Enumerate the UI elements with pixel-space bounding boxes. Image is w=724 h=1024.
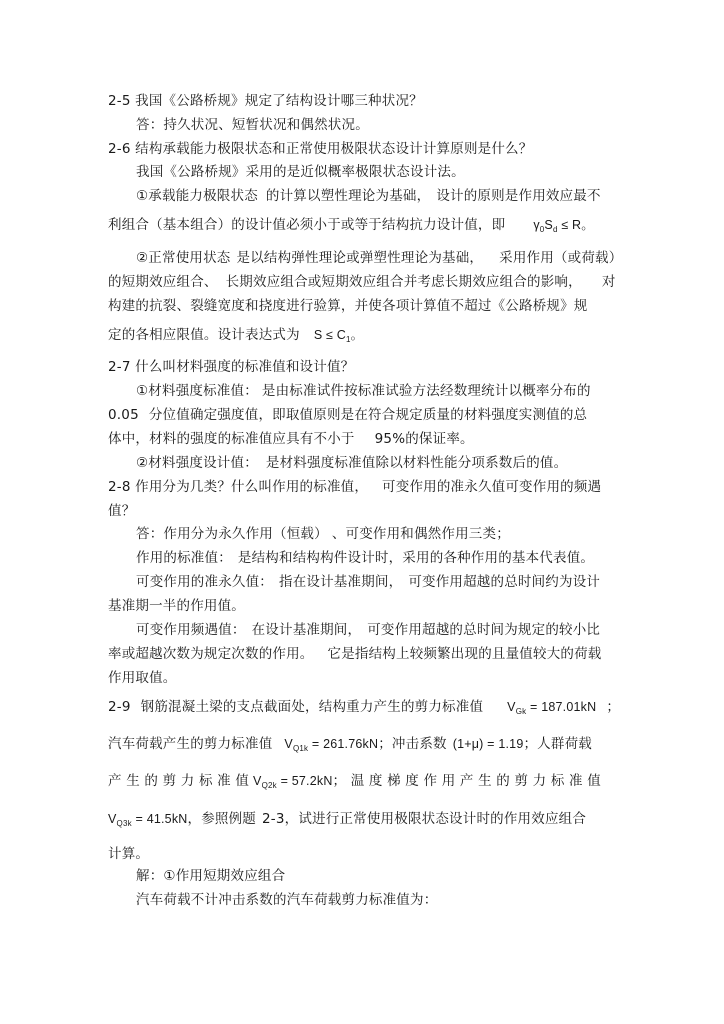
text-line: 作用取值。: [108, 670, 177, 686]
text-span: 在设计基准期间，: [251, 622, 362, 638]
text-line: [108, 810, 586, 833]
term-label: 可变作用频遇值：: [136, 622, 246, 638]
formula-part: = 261.76kN: [311, 737, 379, 751]
text-span: ；人群荷载: [523, 736, 592, 752]
term-label: 作用的标准值：: [136, 550, 232, 566]
question-2-9: [108, 698, 620, 721]
term-label: ②正常使用状态: [136, 250, 231, 266]
text-span: 设计的原则是作用效应最不: [436, 188, 601, 204]
formula-impact: [453, 737, 524, 751]
term-label: 可变作用的准永久值：: [136, 574, 273, 590]
text-line: [108, 430, 474, 448]
text-span: 的保证率。: [405, 431, 474, 447]
question-2-7: 2-7 什么叫材料强度的标准值和设计值？: [108, 359, 355, 375]
formula-part: 。: [350, 328, 364, 342]
text-line: [108, 645, 602, 663]
text-line: 计算。: [108, 846, 150, 862]
text-span: 可变作用的准永久值可变作用的频遇: [382, 479, 602, 495]
text-span: 是材料强度标准值除以材料性能分项系数后的值。: [265, 455, 568, 471]
formula-part: S ≤ C: [313, 328, 346, 342]
formula-part: γ: [533, 218, 540, 232]
formula-part: V: [284, 737, 293, 751]
text-span: 汽车荷载产生的剪力标准值: [108, 736, 273, 752]
formula-sub: 1: [345, 335, 351, 344]
formula-part: (1+: [452, 737, 472, 751]
question-2-5: 2-5 我国《公路桥规》规定了结构设计哪三种状况？: [108, 93, 423, 109]
text-line: [108, 326, 363, 349]
text-span: ；冲击系数: [378, 736, 447, 752]
formula-vgk: [507, 700, 596, 714]
term-label: ①承载能力极限状态: [136, 188, 258, 204]
text-span: 产 生 的 剪 力 标 准 值: [108, 773, 250, 789]
formula-vq2k: [253, 774, 333, 788]
text-span: 2-9: [108, 699, 131, 715]
text-line: [108, 406, 587, 424]
text-line: 构建的抗裂、裂缝宽度和挠度进行验算，并使各项计算值不超过《公路桥规》规: [108, 298, 588, 314]
text-span: 体中，材料的强度的标准值应具有不小于: [108, 431, 355, 447]
text-span: 定的各相应限值。设计表达式为: [108, 327, 300, 343]
text-span: 可变作用超越的总时间为规定的较小比: [367, 622, 601, 638]
formula-part: V: [507, 700, 516, 714]
text-line: [136, 249, 622, 267]
text-line: [136, 525, 510, 543]
formula-part: μ: [471, 737, 480, 751]
answer-2-5: 答：持久状况、短暂状况和偶然状况。: [136, 117, 369, 133]
text-line: [136, 454, 567, 472]
formula-part: ≤ R。: [561, 218, 594, 232]
text-line: 值？: [108, 503, 136, 519]
text-span: ，参照例题: [187, 811, 256, 827]
text-span: 对: [601, 274, 616, 290]
text-span: 钢筋混凝土梁的支点截面处，结构重力产生的剪力标准值: [140, 699, 484, 715]
formula-serviceability: [314, 328, 364, 342]
text-span: ； 温 度 梯 度 作 用 产 生 的 剪 力 标 准 值: [332, 773, 601, 789]
text-line: [136, 573, 600, 591]
text-span: 的短期效应组合、: [108, 274, 218, 290]
text-line: 我国《公路桥规》采用的是近似概率极限状态设计法。: [136, 164, 465, 180]
text-span: 采用作用（或荷载）: [499, 250, 623, 266]
text-line: 基准期一半的作用值。: [108, 598, 245, 614]
text-line: [108, 216, 594, 239]
formula-vq3k: [108, 812, 188, 826]
text-span: 它是指结构上较频繁出现的且量值较大的荷载: [327, 646, 602, 662]
text-span: 2-8 作用分为几类？什么叫作用的标准值，: [108, 479, 369, 495]
formula-sub: 0: [539, 225, 545, 234]
text-span: 是由标准试件按标准试验方法经数理统计以概率分布的: [261, 383, 591, 399]
formula-vq1k: [284, 737, 378, 751]
text-line: [136, 621, 600, 639]
term-label: ②材料强度设计值：: [136, 455, 258, 471]
number-span: 0.05: [108, 407, 139, 423]
formula-sub: Q1k: [292, 744, 309, 753]
text-span: 、可变作用和偶然作用三类；: [331, 526, 510, 542]
formula-part: = 187.01kN: [530, 700, 597, 714]
text-line: [136, 549, 594, 567]
text-line: [108, 273, 616, 291]
formula-part: = 41.5kN: [135, 812, 188, 826]
text-line: [136, 187, 601, 205]
term-label: ①材料强度标准值：: [136, 383, 258, 399]
formula-sub: Gk: [515, 707, 527, 716]
text-span: 2-3: [262, 811, 285, 827]
text-span: 答：作用分为永久作用（恒载）: [136, 526, 328, 542]
text-span: 可变作用超越的总时间约为设计: [408, 574, 601, 590]
text-span: 利组合（基本组合）的设计值必须小于或等于结构抗力设计值，即: [108, 217, 506, 233]
formula-part: V: [253, 774, 262, 788]
formula-ultimate: [533, 218, 594, 232]
text-line: [136, 382, 591, 400]
text-span: 率或超越次数为规定次数的作用。: [108, 646, 314, 662]
question-2-8: [108, 478, 601, 496]
formula-sub: d: [552, 225, 558, 234]
formula-sub: Q2k: [261, 781, 277, 790]
formula-sub: Q3k: [116, 819, 132, 828]
question-2-6: 2-6 结构承载能力极限状态和正常使用极限状态设计计算原则是什么？: [108, 141, 533, 157]
text-span: ；: [606, 699, 621, 715]
formula-part: = 57.2kN: [280, 774, 333, 788]
text-span: 分位值确定强度值，即取值原则是在符合规定质量的材料强度实测值的总: [148, 407, 588, 423]
text-span: 是结构和结构构件设计时，采用的各种作用的基本代表值。: [237, 550, 595, 566]
text-line: 汽车荷载不计冲击系数的汽车荷载剪力标准值为：: [136, 892, 438, 908]
text-span: 指在设计基准期间，: [279, 574, 403, 590]
text-span: 长期效应组合或短期效应组合并考虑长期效应组合的影响，: [225, 274, 582, 290]
text-line: [108, 772, 601, 795]
number-span: 95%: [374, 431, 406, 447]
formula-part: ) = 1.19: [479, 737, 524, 751]
text-line: 解：①作用短期效应组合: [136, 868, 286, 884]
formula-part: S: [544, 218, 553, 232]
text-span: 是以结构弹性理论或弹塑性理论为基础，: [236, 250, 484, 266]
text-span: ，试进行正常使用极限状态设计时的作用效应组合: [284, 811, 587, 827]
text-span: 的计算以塑性理论为基础，: [265, 188, 431, 204]
text-line: [108, 735, 592, 758]
formula-part: V: [108, 812, 117, 826]
